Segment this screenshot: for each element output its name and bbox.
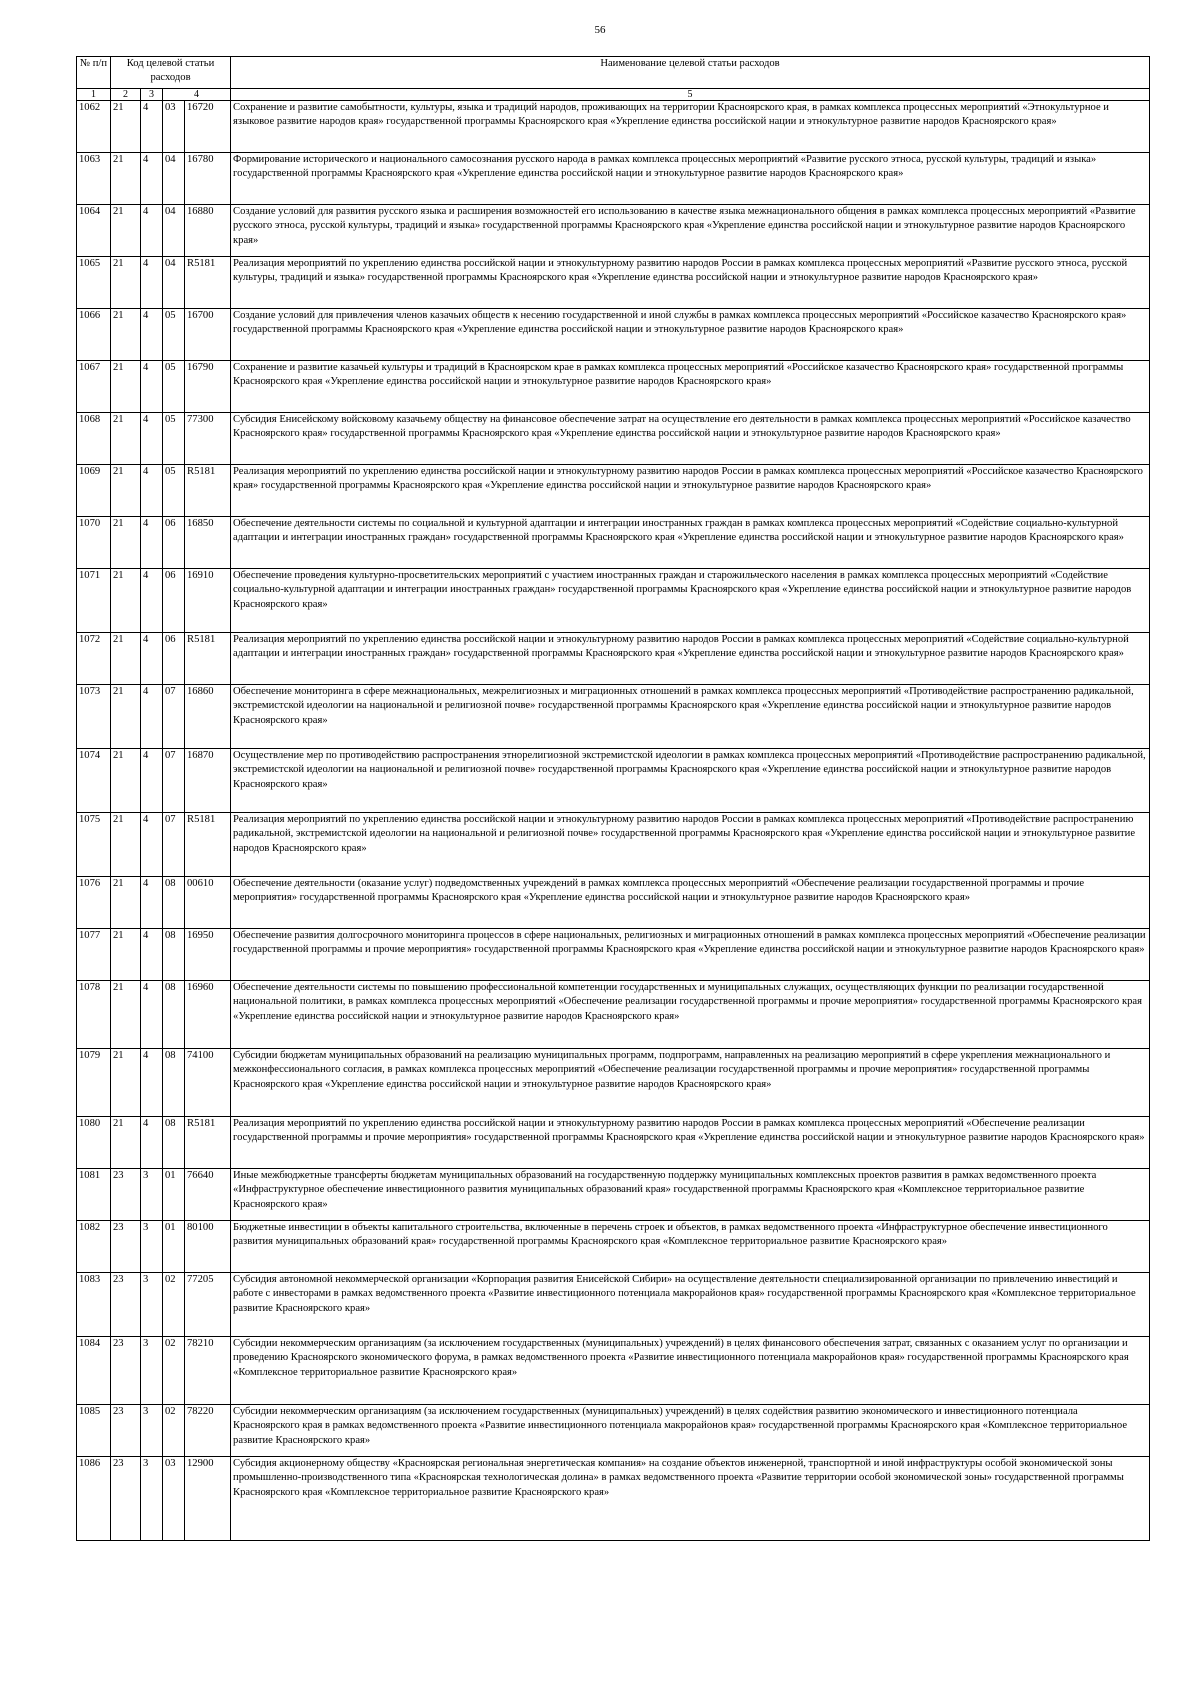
cell-number: 1068 — [77, 413, 111, 465]
cell-code-c3: 08 — [163, 1049, 185, 1117]
cell-code-c1: 23 — [111, 1169, 141, 1221]
cell-name: Обеспечение мониторинга в сфере межнациональных, межрелигиозных и миграционных отношений в рамках комплекса процессных мероприятий «Противодействие распространению радикальной, экстремистской идеологии на национальной и религиозной почве» государственной программы Красноярского края «Укрепление единства российской нации и этнокультурное развитие народов Красноярского края» — [231, 685, 1150, 749]
cell-code-c2: 4 — [141, 685, 163, 749]
cell-code-c1: 23 — [111, 1457, 141, 1541]
cell-code-c3: 06 — [163, 569, 185, 633]
cell-code-c4: 74100 — [185, 1049, 231, 1117]
col-number: 1 — [77, 89, 111, 101]
cell-code-c3: 02 — [163, 1273, 185, 1337]
cell-name: Иные межбюджетные трансферты бюджетам муниципальных образований на государственную поддержку муниципальных комплексных проектов развития в рамках ведомственного проекта «Инфраструктурное обеспечение инвестиционного развития муниципальных образований края» государственной программы Красноярского края «Комплексное территориальное развитие Красноярского края» — [231, 1169, 1150, 1221]
cell-code-c1: 21 — [111, 685, 141, 749]
cell-code-c2: 4 — [141, 361, 163, 413]
cell-code-c3: 05 — [163, 361, 185, 413]
cell-code-c2: 3 — [141, 1221, 163, 1273]
cell-name: Реализация мероприятий по укреплению единства российской нации и этнокультурному развитию народов России в рамках комплекса процессных мероприятий «Содействие социально-культурной адаптации и интеграции иностранных граждан» государственной программы Красноярского края «Укрепление единства российской нации и этнокультурное развитие народов Красноярского края» — [231, 633, 1150, 685]
cell-code-c2: 4 — [141, 309, 163, 361]
cell-code-c4: 16910 — [185, 569, 231, 633]
cell-name: Реализация мероприятий по укреплению единства российской нации и этнокультурному развитию народов России в рамках комплекса процессных мероприятий «Развитие русского этноса, русской культуры, традиций и языка» государственной программы Красноярского края «Укрепление единства российской нации и этнокультурное развитие народов Красноярского края» — [231, 257, 1150, 309]
cell-number: 1064 — [77, 205, 111, 257]
cell-number: 1083 — [77, 1273, 111, 1337]
cell-code-c3: 02 — [163, 1405, 185, 1457]
table-row — [77, 1221, 1150, 1273]
cell-code-c1: 21 — [111, 205, 141, 257]
cell-name: Сохранение и развитие казачьей культуры и традиций в Красноярском крае в рамках комплекса процессных мероприятий «Российское казачество Красноярского края» государственной программы Красноярского края «Укрепление единства российской нации и этнокультурное развитие народов Красноярского края» — [231, 361, 1150, 413]
table-row — [77, 1117, 1150, 1169]
cell-number: 1077 — [77, 929, 111, 981]
cell-code-c3: 07 — [163, 685, 185, 749]
cell-code-c3: 02 — [163, 1337, 185, 1405]
cell-code-c4: 76640 — [185, 1169, 231, 1221]
cell-code-c1: 21 — [111, 1117, 141, 1169]
cell-code-c3: 04 — [163, 153, 185, 205]
table-row — [77, 1405, 1150, 1457]
cell-number: 1085 — [77, 1405, 111, 1457]
cell-name: Субсидии некоммерческим организациям (за исключением государственных (муниципальных) учреждений) в целях финансового обеспечения затрат, связанных с оказанием услуг по организации и проведению Красноярского экономического форума, в рамках ведомственного проекта «Развитие инвестиционного потенциала макрорайонов края» государственной программы Красноярского края «Комплексное территориальное развитие Красноярского края» — [231, 1337, 1150, 1405]
cell-code-c2: 4 — [141, 569, 163, 633]
table-row — [77, 981, 1150, 1049]
cell-code-c3: 08 — [163, 1117, 185, 1169]
cell-number: 1062 — [77, 101, 111, 153]
cell-code-c1: 21 — [111, 465, 141, 517]
cell-code-c2: 4 — [141, 633, 163, 685]
cell-number: 1075 — [77, 813, 111, 877]
cell-code-c1: 21 — [111, 257, 141, 309]
cell-name: Сохранение и развитие самобытности, культуры, языка и традиций народов, проживающих на территории Красноярского края, в рамках комплекса процессных мероприятий «Этнокультурное и языковое развитие народов края» государственной программы Красноярского края «Укрепление единства российской нации и этнокультурное развитие народов Красноярского края» — [231, 101, 1150, 153]
cell-code-c2: 4 — [141, 465, 163, 517]
cell-code-c3: 06 — [163, 633, 185, 685]
cell-code-c3: 08 — [163, 877, 185, 929]
cell-number: 1078 — [77, 981, 111, 1049]
table-row — [77, 413, 1150, 465]
cell-number: 1086 — [77, 1457, 111, 1541]
cell-name: Создание условий для развития русского языка и расширения возможностей его использованию в качестве языка межнационального общения в рамках комплекса процессных мероприятий «Развитие русского этноса, русской культуры, традиций и языка» государственной программы Красноярского края «Укрепление единства российской нации и этнокультурное развитие народов Красноярского края» — [231, 205, 1150, 257]
table-row — [77, 361, 1150, 413]
cell-code-c4: 16950 — [185, 929, 231, 981]
table-row — [77, 1273, 1150, 1337]
cell-number: 1081 — [77, 1169, 111, 1221]
cell-code-c4: 12900 — [185, 1457, 231, 1541]
cell-name: Обеспечение развития долгосрочного мониторинга процессов в сфере национальных, религиозных и миграционных отношений в рамках комплекса процессных мероприятий «Обеспечение реализации государственной программы и прочие мероприятия» государственной программы Красноярского края «Укрепление единства российской нации и этнокультурное развитие народов Красноярского края» — [231, 929, 1150, 981]
cell-code-c4: 16870 — [185, 749, 231, 813]
table-row — [77, 929, 1150, 981]
cell-code-c1: 21 — [111, 309, 141, 361]
cell-number: 1076 — [77, 877, 111, 929]
cell-code-c3: 08 — [163, 981, 185, 1049]
cell-code-c2: 4 — [141, 517, 163, 569]
cell-name: Субсидия Енисейскому войсковому казачьему обществу на финансовое обеспечение затрат на осуществление его деятельности в рамках комплекса процессных мероприятий «Российское казачество Красноярского края» государственной программы Красноярского края «Укрепление единства российской нации и этнокультурное развитие народов Красноярского края» — [231, 413, 1150, 465]
cell-code-c3: 03 — [163, 1457, 185, 1541]
cell-code-c4: R5181 — [185, 257, 231, 309]
cell-code-c1: 21 — [111, 361, 141, 413]
cell-code-c2: 4 — [141, 257, 163, 309]
cell-code-c1: 21 — [111, 877, 141, 929]
cell-code-c3: 05 — [163, 309, 185, 361]
cell-code-c2: 3 — [141, 1337, 163, 1405]
header-number: № п/п — [77, 57, 111, 89]
cell-number: 1080 — [77, 1117, 111, 1169]
cell-code-c4: R5181 — [185, 633, 231, 685]
cell-name: Субсидии бюджетам муниципальных образований на реализацию муниципальных программ, подпрограмм, направленных на реализацию мероприятий в сфере укрепления межнационального и межконфессионального согласия, в рамках комплекса процессных мероприятий «Обеспечение реализации государственной программы и прочие мероприятия» государственной программы Красноярского края «Укрепление единства российской нации и этнокультурное развитие народов Красноярского края» — [231, 1049, 1150, 1117]
cell-number: 1069 — [77, 465, 111, 517]
cell-code-c2: 3 — [141, 1273, 163, 1337]
cell-code-c1: 21 — [111, 633, 141, 685]
cell-code-c1: 21 — [111, 929, 141, 981]
cell-name: Обеспечение деятельности системы по социальной и культурной адаптации и интеграции иностранных граждан в рамках комплекса процессных мероприятий «Содействие социально-культурной адаптации и интеграции иностранных граждан» государственной программы Красноярского края «Укрепление единства российской нации и этнокультурное развитие народов Красноярского края» — [231, 517, 1150, 569]
cell-code-c4: 16860 — [185, 685, 231, 749]
cell-code-c1: 23 — [111, 1405, 141, 1457]
cell-number: 1071 — [77, 569, 111, 633]
cell-name: Субсидия акционерному обществу «Красноярская региональная энергетическая компания» на создание объектов инженерной, транспортной и иной инфраструктуры особой экономической зоны промышленно-производственного типа «Красноярская технологическая долина» в рамках ведомственного проекта «Развитие территории особой экономической зоны» государственной программы Красноярского края «Комплексное территориальное развитие Красноярского края» — [231, 1457, 1150, 1541]
cell-code-c3: 07 — [163, 813, 185, 877]
cell-number: 1074 — [77, 749, 111, 813]
col-number: 4 — [163, 89, 231, 101]
cell-code-c1: 23 — [111, 1273, 141, 1337]
cell-name: Реализация мероприятий по укреплению единства российской нации и этнокультурному развитию народов России в рамках комплекса процессных мероприятий «Обеспечение реализации государственной программы и прочие мероприятия» государственной программы Красноярского края «Укрепление единства российской нации и этнокультурное развитие народов Красноярского края» — [231, 1117, 1150, 1169]
cell-code-c1: 23 — [111, 1221, 141, 1273]
table-row — [77, 465, 1150, 517]
cell-code-c3: 04 — [163, 205, 185, 257]
header-name: Наименование целевой статьи расходов — [231, 57, 1150, 89]
cell-code-c4: 80100 — [185, 1221, 231, 1273]
header-code: Код целевой статьи расходов — [111, 57, 231, 89]
col-number: 3 — [141, 89, 163, 101]
cell-name: Осуществление мер по противодействию распространения этнорелигиозной экстремистской идеологии в рамках комплекса процессных мероприятий «Противодействие распространению радикальной, экстремистской идеологии на национальной и религиозной почве» государственной программы Красноярского края «Укрепление единства российской нации и этнокультурное развитие народов Красноярского края» — [231, 749, 1150, 813]
table-row — [77, 569, 1150, 633]
cell-code-c2: 4 — [141, 981, 163, 1049]
cell-code-c4: 78220 — [185, 1405, 231, 1457]
cell-number: 1063 — [77, 153, 111, 205]
cell-number: 1072 — [77, 633, 111, 685]
cell-code-c4: 16780 — [185, 153, 231, 205]
cell-number: 1082 — [77, 1221, 111, 1273]
cell-code-c1: 21 — [111, 569, 141, 633]
table-row — [77, 517, 1150, 569]
cell-code-c3: 05 — [163, 413, 185, 465]
cell-code-c2: 4 — [141, 749, 163, 813]
cell-name: Обеспечение деятельности системы по повышению профессиональной компетенции государственных и муниципальных служащих, осуществляющих функции по реализации государственной национальной политики, в рамках комплекса процессных мероприятий «Обеспечение реализации государственной программы и прочие мероприятия» государственной программы Красноярского края «Укрепление единства российской нации и этнокультурное развитие народов Красноярского края» — [231, 981, 1150, 1049]
cell-code-c3: 03 — [163, 101, 185, 153]
table-row — [77, 685, 1150, 749]
cell-code-c1: 21 — [111, 517, 141, 569]
cell-code-c1: 21 — [111, 1049, 141, 1117]
cell-code-c1: 23 — [111, 1337, 141, 1405]
cell-code-c2: 4 — [141, 813, 163, 877]
cell-code-c2: 4 — [141, 205, 163, 257]
cell-name: Создание условий для привлечения членов казачьих обществ к несению государственной и иной службы в рамках комплекса процессных мероприятий «Российское казачество Красноярского края» государственной программы Красноярского края «Укрепление единства российской нации и этнокультурное развитие народов Красноярского края» — [231, 309, 1150, 361]
table-row — [77, 1169, 1150, 1221]
cell-number: 1067 — [77, 361, 111, 413]
cell-code-c3: 06 — [163, 517, 185, 569]
cell-name: Реализация мероприятий по укреплению единства российской нации и этнокультурному развитию народов России в рамках комплекса процессных мероприятий «Противодействие распространению радикальной, экстремистской идеологии на национальной и религиозной почве» государственной программы Красноярского края «Укрепление единства российской нации и этнокультурное развитие народов Красноярского края» — [231, 813, 1150, 877]
cell-code-c4: 77205 — [185, 1273, 231, 1337]
cell-code-c2: 4 — [141, 929, 163, 981]
cell-code-c4: R5181 — [185, 1117, 231, 1169]
table-row — [77, 257, 1150, 309]
table-row — [77, 101, 1150, 153]
cell-code-c3: 01 — [163, 1169, 185, 1221]
table-row — [77, 877, 1150, 929]
cell-code-c3: 01 — [163, 1221, 185, 1273]
cell-code-c2: 3 — [141, 1405, 163, 1457]
cell-code-c4: 16720 — [185, 101, 231, 153]
cell-code-c2: 4 — [141, 877, 163, 929]
cell-code-c3: 07 — [163, 749, 185, 813]
target-items-table — [76, 56, 1150, 1541]
table-row — [77, 813, 1150, 877]
cell-code-c2: 4 — [141, 153, 163, 205]
col-number: 5 — [231, 89, 1150, 101]
cell-code-c4: 00610 — [185, 877, 231, 929]
cell-code-c3: 05 — [163, 465, 185, 517]
cell-code-c4: 16850 — [185, 517, 231, 569]
cell-code-c1: 21 — [111, 981, 141, 1049]
cell-number: 1066 — [77, 309, 111, 361]
cell-code-c2: 4 — [141, 101, 163, 153]
cell-code-c1: 21 — [111, 413, 141, 465]
cell-number: 1084 — [77, 1337, 111, 1405]
cell-number: 1065 — [77, 257, 111, 309]
cell-name: Субсидия автономной некоммерческой организации «Корпорация развития Енисейской Сибири» на осуществление деятельности специализированной организации по привлечению инвестиций и работе с инвесторами в рамках ведомственного проекта «Развитие инвестиционного потенциала макрорайонов края» государственной программы Красноярского края «Комплексное территориальное развитие Красноярского края» — [231, 1273, 1150, 1337]
table-row — [77, 749, 1150, 813]
cell-number: 1073 — [77, 685, 111, 749]
cell-code-c1: 21 — [111, 813, 141, 877]
cell-number: 1079 — [77, 1049, 111, 1117]
cell-name: Формирование исторического и национального самосознания русского народа в рамках комплекса процессных мероприятий «Развитие русского этноса, русской культуры, традиций и языка» государственной программы Красноярского края «Укрепление единства российской нации и этнокультурное развитие народов Красноярского края» — [231, 153, 1150, 205]
cell-code-c3: 04 — [163, 257, 185, 309]
table-row — [77, 309, 1150, 361]
table-row — [77, 633, 1150, 685]
cell-code-c2: 4 — [141, 1049, 163, 1117]
table-row — [77, 1457, 1150, 1541]
table-row — [77, 1049, 1150, 1117]
col-number: 2 — [111, 89, 141, 101]
cell-name: Обеспечение деятельности (оказание услуг) подведомственных учреждений в рамках комплекса процессных мероприятий «Обеспечение реализации государственной программы и прочие мероприятия» государственной программы Красноярского края «Укрепление единства российской нации и этнокультурное развитие народов Красноярского края» — [231, 877, 1150, 929]
cell-code-c4: 78210 — [185, 1337, 231, 1405]
table-row — [77, 153, 1150, 205]
cell-code-c4: 16960 — [185, 981, 231, 1049]
cell-code-c4: R5181 — [185, 465, 231, 517]
cell-code-c4: R5181 — [185, 813, 231, 877]
cell-code-c2: 4 — [141, 1117, 163, 1169]
cell-code-c1: 21 — [111, 101, 141, 153]
cell-name: Бюджетные инвестиции в объекты капитального строительства, включенные в перечень строек и объектов, в рамках ведомственного проекта «Инфраструктурное обеспечение инвестиционного развития муниципальных образований края» государственной программы Красноярского края «Комплексное территориальное развитие Красноярского края» — [231, 1221, 1150, 1273]
cell-name: Обеспечение проведения культурно-просветительских мероприятий с участием иностранных граждан и старожильческого населения в рамках комплекса процессных мероприятий «Содействие социально-культурной адаптации и интеграции иностранных граждан» государственной программы Красноярского края «Укрепление единства российской нации и этнокультурное развитие народов Красноярского края» — [231, 569, 1150, 633]
page-number: 56 — [594, 24, 606, 36]
cell-name: Субсидии некоммерческим организациям (за исключением государственных (муниципальных) учреждений) в целях содействия развитию экономического и инвестиционного потенциала Красноярского края в рамках ведомственного проекта «Развитие инвестиционного потенциала макрорайонов края» государственной программы Красноярского края «Комплексное территориальное развитие Красноярского края» — [231, 1405, 1150, 1457]
cell-code-c4: 16880 — [185, 205, 231, 257]
table-row — [77, 205, 1150, 257]
cell-code-c4: 16790 — [185, 361, 231, 413]
cell-number: 1070 — [77, 517, 111, 569]
cell-code-c3: 08 — [163, 929, 185, 981]
cell-code-c1: 21 — [111, 153, 141, 205]
cell-code-c4: 16700 — [185, 309, 231, 361]
cell-name: Реализация мероприятий по укреплению единства российской нации и этнокультурному развитию народов России в рамках комплекса процессных мероприятий «Российское казачество Красноярского края» государственной программы Красноярского края «Укрепление единства российской нации и этнокультурное развитие народов Красноярского края» — [231, 465, 1150, 517]
cell-code-c2: 4 — [141, 413, 163, 465]
table-row — [77, 1337, 1150, 1405]
cell-code-c1: 21 — [111, 749, 141, 813]
cell-code-c2: 3 — [141, 1457, 163, 1541]
cell-code-c2: 3 — [141, 1169, 163, 1221]
cell-code-c4: 77300 — [185, 413, 231, 465]
